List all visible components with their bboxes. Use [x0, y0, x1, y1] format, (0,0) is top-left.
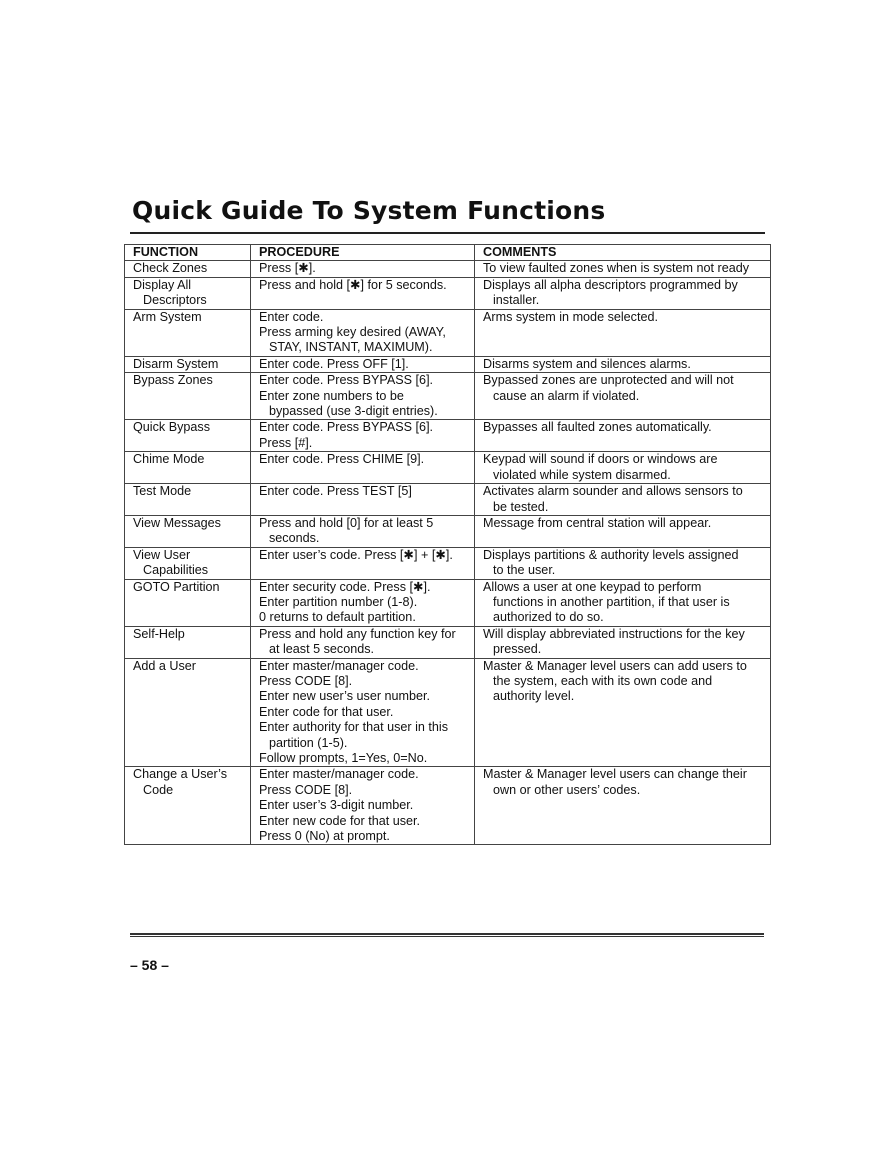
cell-line: Activates alarm sounder and allows sensors to — [483, 484, 743, 499]
cell-line: Enter code. — [259, 309, 324, 324]
cell-line: Display All — [133, 277, 192, 292]
cell-line: Enter authority for that user in this — [259, 720, 448, 735]
cell-line: authorized to do so. — [493, 610, 604, 625]
cell-line: Test Mode — [133, 484, 192, 499]
table-row — [125, 356, 771, 372]
cell-line: Chime Mode — [133, 452, 205, 467]
procedure-cell — [251, 547, 475, 579]
table-row — [125, 373, 771, 420]
cell-line: Press and hold [✱] for 5 seconds. — [259, 277, 447, 292]
cell-line: Disarm System — [133, 356, 219, 371]
comments-cell — [475, 261, 771, 277]
function-cell — [125, 658, 251, 767]
cell-line: at least 5 seconds. — [269, 642, 375, 657]
procedure-cell — [251, 420, 475, 452]
cell-line: own or other users’ codes. — [493, 782, 641, 797]
cell-line: Master & Manager level users can add users to — [483, 658, 747, 673]
cell-line: Press CODE [8]. — [259, 673, 353, 688]
function-cell — [125, 767, 251, 845]
cell-line: Bypasses all faulted zones automatically. — [483, 420, 712, 435]
comments-cell — [475, 373, 771, 420]
cell-line: Capabilities — [143, 563, 209, 578]
cell-line: STAY, INSTANT, MAXIMUM). — [269, 340, 433, 355]
cell-line: View Messages — [133, 515, 221, 530]
comments-cell — [475, 626, 771, 658]
table-row — [125, 515, 771, 547]
cell-line: Disarms system and silences alarms. — [483, 356, 691, 371]
table-row — [125, 547, 771, 579]
comments-cell — [475, 658, 771, 767]
functions-table — [124, 244, 771, 845]
cell-line: Message from central station will appear. — [483, 515, 712, 530]
cell-line: Enter code. Press TEST [5] — [259, 484, 412, 499]
comments-cell — [475, 547, 771, 579]
page-number: – 58 – — [130, 957, 169, 973]
procedure-cell — [251, 277, 475, 309]
cell-line: Allows a user at one keypad to perform — [483, 579, 702, 594]
table-row — [125, 277, 771, 309]
cell-line: Bypassed zones are unprotected and will not — [483, 373, 734, 388]
cell-line: Press 0 (No) at prompt. — [259, 829, 390, 844]
cell-line: Will display abbreviated instructions for the key — [483, 626, 745, 641]
cell-line: Arms system in mode selected. — [483, 309, 658, 324]
cell-line: Bypass Zones — [133, 373, 213, 388]
table-row — [125, 309, 771, 356]
cell-line: pressed. — [493, 642, 542, 657]
cell-line: partition (1-5). — [269, 735, 348, 750]
table-row — [125, 420, 771, 452]
cell-line: violated while system disarmed. — [493, 467, 671, 482]
procedure-cell — [251, 373, 475, 420]
header-function: FUNCTION — [125, 245, 251, 261]
cell-line: installer. — [493, 293, 540, 308]
procedure-cell — [251, 356, 475, 372]
comments-cell — [475, 420, 771, 452]
cell-line: cause an alarm if violated. — [493, 388, 640, 403]
cell-line: Add a User — [133, 658, 196, 673]
table-row — [125, 484, 771, 516]
header-procedure: PROCEDURE — [251, 245, 475, 261]
cell-line: Press [#]. — [259, 435, 313, 450]
comments-cell — [475, 484, 771, 516]
cell-line: Enter master/manager code. — [259, 767, 419, 782]
procedure-cell — [251, 515, 475, 547]
cell-line: Enter master/manager code. — [259, 658, 419, 673]
function-cell — [125, 452, 251, 484]
function-cell — [125, 261, 251, 277]
cell-line: Press [✱]. — [259, 261, 316, 276]
cell-line: Code — [143, 782, 174, 797]
function-cell — [125, 484, 251, 516]
cell-line: Enter new code for that user. — [259, 813, 421, 828]
table-row — [125, 626, 771, 658]
comments-cell — [475, 277, 771, 309]
comments-cell — [475, 309, 771, 356]
cell-line: Arm System — [133, 309, 202, 324]
title-divider — [130, 232, 765, 234]
comments-cell — [475, 515, 771, 547]
function-cell — [125, 579, 251, 626]
comments-cell — [475, 452, 771, 484]
procedure-cell — [251, 767, 475, 845]
cell-line: authority level. — [493, 689, 575, 704]
table-header-row — [125, 245, 771, 261]
cell-line: functions in another partition, if that user is — [493, 594, 730, 609]
cell-line: Enter code for that user. — [259, 704, 394, 719]
cell-line: GOTO Partition — [133, 579, 220, 594]
cell-line: Enter partition number (1-8). — [259, 594, 418, 609]
function-cell — [125, 626, 251, 658]
cell-line: 0 returns to default partition. — [259, 610, 416, 625]
cell-line: to the user. — [493, 563, 556, 578]
cell-line: Enter new user’s user number. — [259, 689, 431, 704]
table-row — [125, 658, 771, 767]
table-body — [125, 261, 771, 845]
cell-line: be tested. — [493, 499, 549, 514]
cell-line: Displays partitions & authority levels assigned — [483, 547, 739, 562]
function-cell — [125, 373, 251, 420]
cell-line: Keypad will sound if doors or windows are — [483, 452, 718, 467]
cell-line: Displays all alpha descriptors programmed by — [483, 277, 738, 292]
cell-line: Enter code. Press BYPASS [6]. — [259, 373, 434, 388]
cell-line: Change a User’s — [133, 767, 228, 782]
cell-line: View User — [133, 547, 191, 562]
function-cell — [125, 277, 251, 309]
cell-line: the system, each with its own code and — [493, 673, 713, 688]
procedure-cell — [251, 309, 475, 356]
procedure-cell — [251, 261, 475, 277]
cell-line: Enter zone numbers to be — [259, 388, 404, 403]
function-cell — [125, 420, 251, 452]
cell-line: Enter code. Press BYPASS [6]. — [259, 420, 434, 435]
function-cell — [125, 309, 251, 356]
cell-line: seconds. — [269, 531, 320, 546]
table-row — [125, 767, 771, 845]
table-row — [125, 579, 771, 626]
table-row — [125, 261, 771, 277]
comments-cell — [475, 767, 771, 845]
procedure-cell — [251, 579, 475, 626]
function-cell — [125, 356, 251, 372]
procedure-cell — [251, 658, 475, 767]
cell-line: Check Zones — [133, 261, 208, 276]
comments-cell — [475, 356, 771, 372]
table-row — [125, 452, 771, 484]
footer-divider — [130, 933, 764, 937]
cell-line: Descriptors — [143, 293, 207, 308]
cell-line: Quick Bypass — [133, 420, 210, 435]
cell-line: Press and hold [0] for at least 5 — [259, 515, 434, 530]
procedure-cell — [251, 626, 475, 658]
procedure-cell — [251, 484, 475, 516]
cell-line: Master & Manager level users can change their — [483, 767, 747, 782]
cell-line: Press arming key desired (AWAY, — [259, 325, 446, 340]
procedure-cell — [251, 452, 475, 484]
cell-line: Press and hold any function key for — [259, 626, 456, 641]
cell-line: Press CODE [8]. — [259, 782, 353, 797]
cell-line: Enter code. Press OFF [1]. — [259, 356, 409, 371]
cell-line: bypassed (use 3-digit entries). — [269, 404, 438, 419]
cell-line: Enter user’s 3-digit number. — [259, 798, 414, 813]
cell-line: Enter security code. Press [✱]. — [259, 579, 431, 594]
page-title: Quick Guide To System Functions — [132, 196, 606, 225]
cell-line: Enter code. Press CHIME [9]. — [259, 452, 425, 467]
cell-line: Follow prompts, 1=Yes, 0=No. — [259, 751, 428, 765]
cell-line: Self-Help — [133, 626, 185, 641]
function-cell — [125, 515, 251, 547]
function-cell — [125, 547, 251, 579]
comments-cell — [475, 579, 771, 626]
header-comments: COMMENTS — [475, 245, 771, 261]
cell-line: To view faulted zones when is system not ready — [483, 261, 749, 276]
cell-line: Enter user’s code. Press [✱] + [✱]. — [259, 547, 453, 562]
